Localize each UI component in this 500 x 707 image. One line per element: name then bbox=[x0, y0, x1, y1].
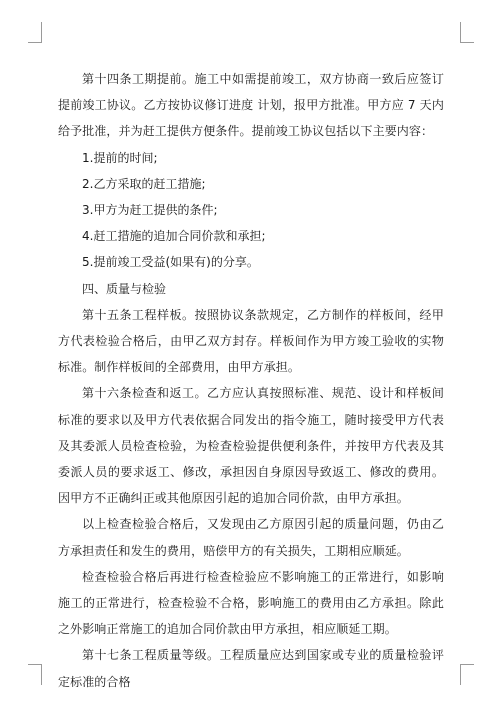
crop-mark-bottom-left bbox=[28, 664, 42, 685]
crop-mark-bottom-right bbox=[460, 664, 474, 685]
document-body bbox=[58, 66, 444, 695]
crop-mark-top-left bbox=[28, 22, 42, 43]
list-item-3: 3.甲方为赶工提供的条件; bbox=[82, 203, 218, 218]
section-heading: 四、质量与检验 bbox=[82, 281, 167, 296]
paragraph-article-15: 第十五条工程样板。按照协议条款规定，乙方制作的样板间，经甲方代表检验合格后，由甲乙双方封存。样板间作为甲方竣工验收的实物标准。制作样板间的全部费用，由甲方承担。 bbox=[58, 307, 444, 375]
list-item-1: 1.提前的时间; bbox=[82, 150, 158, 165]
list-item-2: 2.乙方采取的赶工措施; bbox=[82, 176, 206, 191]
list-item-4: 4.赶工措施的追加合同价款和承担; bbox=[82, 229, 266, 244]
paragraph-article-16: 第十六条检查和返工。乙方应认真按照标准、规范、设计和样板间标准的要求以及甲方代表依据合同发出的指令施工，随时接受甲方代表及其委派人员检查检验，为检查检验提供便利条件，并按甲方代表及其委派人员的要求返工、修改，承担因自身原因导致返工、修改的费用。因甲方不正确纠正或其他原因引起的追加合同价款，由甲方承担。 bbox=[58, 386, 444, 506]
paragraph-article-14: 第十四条工期提前。施工中如需提前竣工，双方协商一致后应签订提前竣工协议。乙方按协议修订进度 计划，报甲方批准。甲方应 7 天内给予批准，并为赶工提供方便条件。提前竣工协议包括以下主要内容： bbox=[58, 72, 444, 139]
paragraph-reinspection: 检查检验合格后再进行检查检验应不影响施工的正常进行，如影响施工的正常进行，检查检验不合格，影响施工的费用由乙方承担。除此之外影响正常施工的追加合同价款由甲方承担，相应顺延工期。 bbox=[58, 569, 444, 637]
list-item-5: 5.提前竣工受益(如果有)的分享。 bbox=[82, 255, 259, 270]
paragraph-article-17: 第十七条工程质量等级。工程质量应达到国家或专业的质量检验评定标准的合格 bbox=[58, 648, 444, 689]
crop-mark-top-right bbox=[460, 22, 474, 43]
paragraph-after-inspection: 以上检查检验合格后，又发现由乙方原因引起的质量问题，仍由乙方承担责任和发生的费用，赔偿甲方的有关损失，工期相应顺延。 bbox=[58, 517, 444, 558]
